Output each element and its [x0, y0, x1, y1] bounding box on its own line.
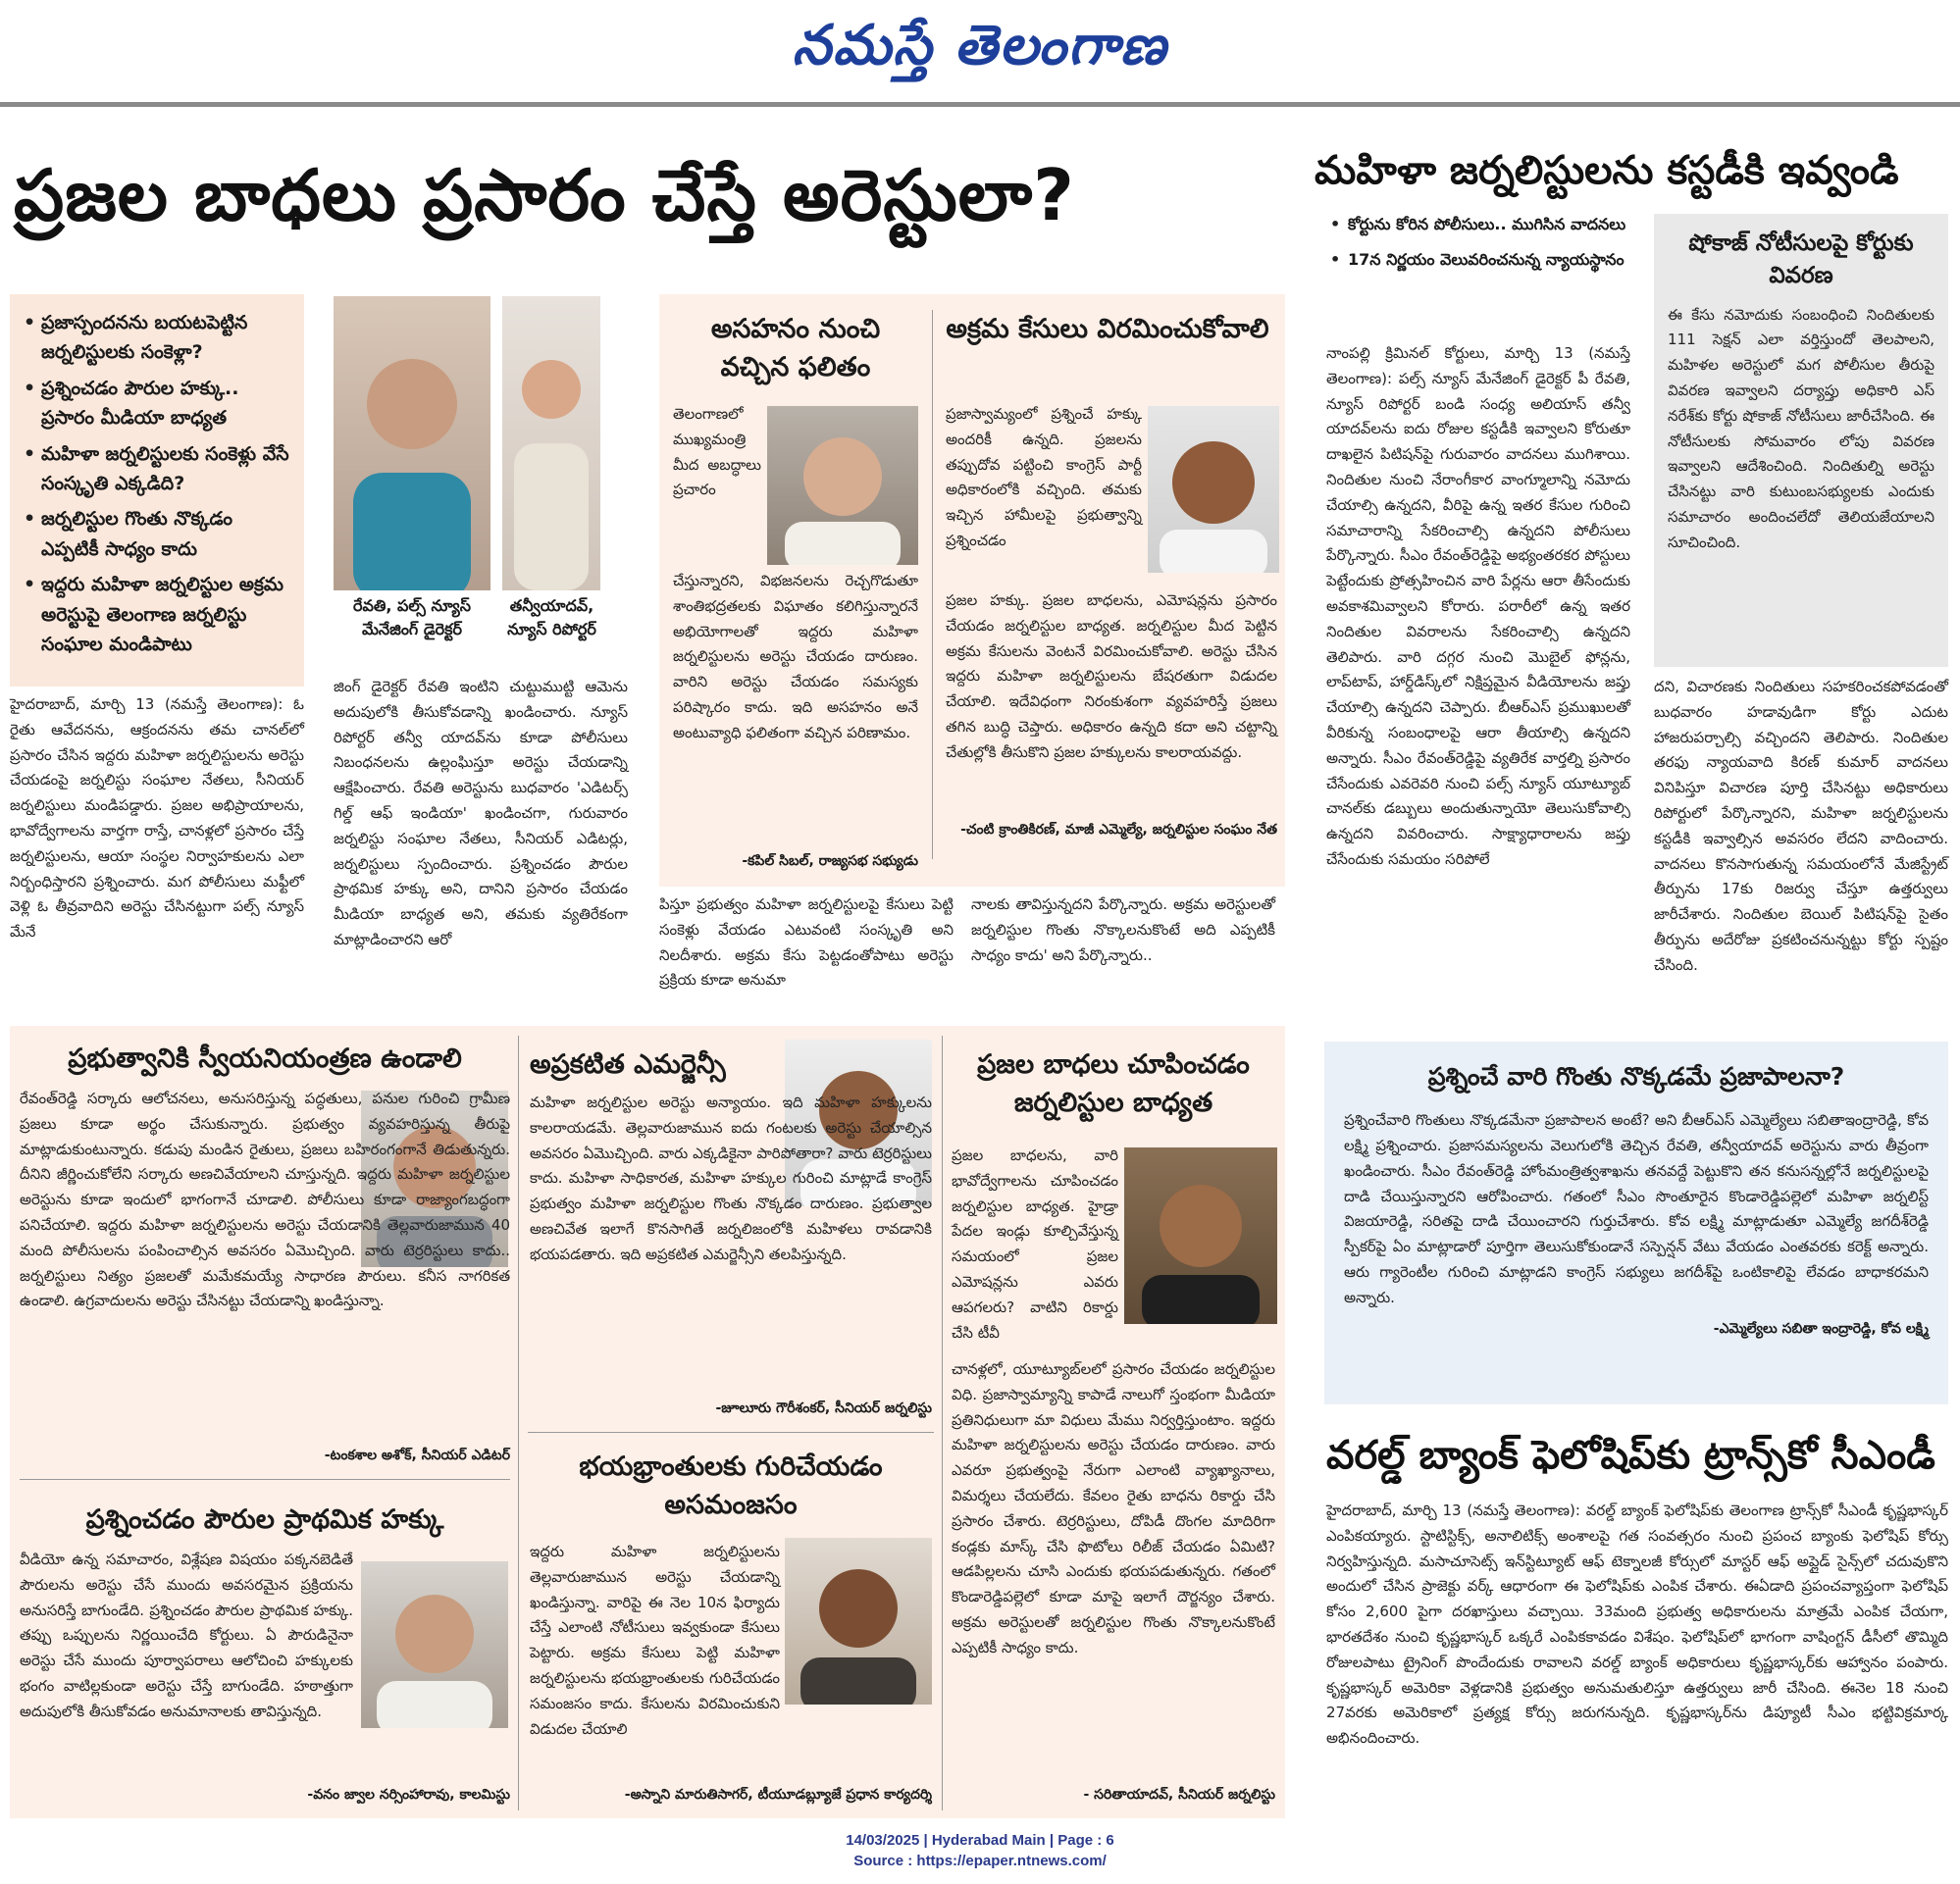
- box-sibal-text: చేస్తున్నారని, విభజనలను రెచ్చగొడుతూ శాంతిభద్రతలకు విఘాతం కలిగిస్తున్నారనే అభియోగాలతో ఇద్దరు మహిళా జర్నలిస్టులను అరెస్టు చేయడం దారుణం. వారిని అరెస్టు చేయడం సమస్యకు పరిష్కారం కాదు. ఇది అసహనం అనే అంటువ్యాధి ఫలితంగా వచ్చిన పరిణామం.: [673, 572, 918, 741]
- photo-vanam: [361, 1561, 508, 1728]
- photo-tanvi-caption: తన్వీయాదవ్, న్యూస్ రిపోర్టర్: [507, 596, 596, 638]
- box-sibal-title: అసహనం నుంచి వచ్చిన ఫలితం: [710, 314, 881, 383]
- box-mlas: [1324, 1042, 1948, 1404]
- box-goureshankar-title: అప్రకటిత ఎమర్జెన్సీ: [530, 1049, 726, 1080]
- person-silhouette-icon: [502, 296, 600, 590]
- box-saritha-text: చానళ్లలో, యూట్యూబ్‌లలో ప్రసారం చేయడం జర్నలిస్టుల విధి. ప్రజాస్వామ్యాన్ని కాపాడే నాలుగో స్తంభంగా మీడియా ప్రతినిధులుగా మా విధులు మేము నిర్వర్తిస్తుంటాం. ఇద్దరు మహిళా జర్నలిస్టులను అరెస్టు చేయడం దారుణం. వారు ఎవరూ ప్రభుత్వంపై నేరుగా ఎలాంటి వ్యాఖ్యానాలు, విమర్శలు చేయలేదు. కేవలం రైతు బాధను రికార్డు చేసి ప్రసారం చేశారు. టెర్రరిస్టులు, దోపిడీ దొంగల మాదిరిగా కండ్లకు మాస్క్ చేసి ఫొటోలు రిలీజ్ చేయడం ఏమిటి? ఆడపిల్లలను చూసి ఎందుకు భయపడుతున్నరు. గతంలో కొండారెడ్డిపల్లెలో కూడా మాపై ఇలాగే దౌర్జన్యం చేశారు. అక్రమ అరెస్టులతో జర్నలిస్టుల గొంతు నొక్కాలనుకొంటే ఎప్పటికీ సాధ్యం కాదు.: [952, 1360, 1275, 1656]
- right-body-col1: నాంపల్లి క్రిమినల్ కోర్టులు, మార్చి 13 (నమస్తే తెలంగాణ): పల్స్ న్యూస్ మేనేజింగ్ డైరెక్టర్ పీ రేవతి, న్యూస్ రిపోర్టర్ బండి సంధ్య అలియాస్ తన్వీ యాదవ్‌లను ఐదు రోజుల కస్టడీకి ఇవ్వాలని కోరుతూ దాఖలైన పిటిషన్‌పై గురువారం వాదనలు ముగిశాయి. నిందితుల నుంచి నేరాంగీకార వాంగ్మూలాన్ని నమోదు చేయాల్సి ఉన్నదని, వీరిపై ఉన్న ఇతర కేసుల గురించి సమాచారాన్ని సేకరించాల్సి ఉన్నదని పోలీసులు పేర్కొన్నారు. సీఎం రేవంత్‌రెడ్డిపై అభ్యంతరకర పోస్టులు పెట్టేందుకు ప్రోత్సహించిన వారి పేర్లను ఆరా తీసేందుకు అవకాశమివ్వాలని కోరారు. పరారీలో ఉన్న ఇతర నిందితుల వివరాలను సేకరించాల్సి ఉన్నదని తెలిపారు. వారి దగ్గర నుంచి మొబైల్ ఫోన్లను, లాప్‌టాప్, హార్డ్‌డిస్క్‌లో నిక్షిప్తమైన వీడియోలను జప్తు చేయాల్సి ఉన్నదని చెప్పారు. బీఆర్‌ఎస్ ప్రముఖులతో వీరికున్న సంబంధాలపై ఆరా తీయాల్సి ఉన్నదని అన్నారు. సీఎం రేవంత్‌రెడ్డిపై వ్యతిరేక వార్తల్ని ప్రసారం చేసేందుకు ఎవరెవరి నుంచి పల్స్ న్యూస్ యూట్యూబ్ చానల్‌కు డబ్బులు అందుతున్నాయో తెలుసుకోవాల్సి ఉన్నదని వివరించారు. సాక్ష్యాధారాలను జప్తు చేసేందుకు సమయం సరిపోలే: [1326, 344, 1630, 868]
- person-silhouette-icon: [361, 1561, 508, 1728]
- main-bullet: • మహిళా జర్నలిస్టులకు సంకెళ్లు వేసే సంస్కృతి ఎక్కడిది?: [20, 439, 294, 499]
- box-goureshankar-attribution: -జూలూరు గౌరీశంకర్, సీనియర్ జర్నలిస్టు: [715, 1400, 932, 1416]
- photo-maruti: [785, 1538, 932, 1705]
- footer-source-link[interactable]: Source : https://epaper.ntnews.com/: [853, 1853, 1107, 1869]
- panel-divider: [942, 1036, 943, 1810]
- panel-divider: [518, 1036, 519, 1810]
- right-bullet: • 17న నిర్ణయం వెలువరించనున్న న్యాయస్థానం: [1326, 245, 1650, 275]
- photo-tanvi: [502, 296, 600, 590]
- showcause-text: ఈ కేసు నమోదుకు సంబంధించి నిందితులకు 111 సెక్షన్ ఎలా వర్తిస్తుందో తెలపాలని, మహిళల అరెస్టులో మగ పోలీసుల తీరుపై వివరణ ఇవ్వాలని దర్యాప్తు అధికారి ఎస్ నరేశ్‌కు కోర్టు షోకాజ్ నోటీసులు జారీచేసింది. ఈ నోటీసులకు సోమవారం లోపు వివరణ ఇవ్వాలని ఆదేశించింది. నిందితుల్ని అరెస్టు చేసినట్టు వారి కుటుంబసభ్యులకు ఎందుకు సమాచారం అందించలేదో తెలియజేయాలని సూచించింది.: [1668, 305, 1934, 551]
- box-saritha-title: ప్రజల బాధలు చూపించడం జర్నలిస్టుల బాధ్యత: [977, 1049, 1250, 1119]
- person-silhouette-icon: [785, 1538, 932, 1705]
- main-body-col1: హైదరాబాద్, మార్చి 13 (నమస్తే తెలంగాణ): ఓ రైతు ఆవేదనను, ఆక్రందనను తమ చానల్‌లో ప్రసారం చేసిన ఇద్దరు మహిళా జర్నలిస్టులను అరెస్టు చేయడంపై జర్నలిస్టు సంఘాల నేతలు, సీనియర్ జర్నలిస్టులు మండిపడ్డారు. ప్రజల అభిప్రాయాలను, భావోద్వేగాలను వార్తగా రాస్తే, చానళ్లలో ప్రసారం చేస్తే జర్నలిస్టులను, ఆయా సంస్థల నిర్వాహకులను ఎలా నిర్బంధిస్తారని ప్రశ్నించారు. మగ పోలీసులు మఫ్టీలో వెళ్లి ఓ తీవ్రవాదిని అరెస్టు చేసినట్టుగా పల్స్ న్యూస్ మేనే: [10, 695, 304, 942]
- panel-divider: [20, 1479, 510, 1480]
- showcause-title: షోకాజ్ నోటీసులపై కోర్టుకు వివరణ: [1688, 230, 1914, 289]
- main-body-col4: నాలకు తావిస్తున్నదని పేర్కొన్నారు. అక్రమ అరెస్టులతో జర్నలిస్టుల గొంతు నొక్కాలనుకొంటే అది ఎప్పటికీ సాధ్యం కాదు' అని పేర్కొన్నారు..: [971, 895, 1275, 964]
- main-bullet: • ఇద్దరు మహిళా జర్నలిస్టుల అక్రమ అరెస్టుపై తెలంగాణ జర్నలిస్టు సంఘాల మండిపాటు: [20, 570, 294, 659]
- box-ashok-title: ప్రభుత్వానికి స్వీయనియంత్రణ ఉండాలి: [68, 1044, 462, 1074]
- box-goureshankar-text: మహిళా జర్నలిస్టుల అరెస్టు అన్యాయం. ఇది మహిళా హక్కులను కాలరాయడమే. తెల్లవారుజామున ఐదు గంటలకు అరెస్టు చేయాల్సిన అవసరం ఏమొచ్చింది. వారు ఎక్కడికైనా పారిపోతారా? వారు టెర్రరిస్టులు కాదు. మహిళా సాధికారత, మహిళా హక్కుల గురించి మాట్లాడే కాంగ్రెస్ ప్రభుత్వం మహిళా జర్నలిస్టుల గొంతు నొక్కడం దారుణం. ప్రభుత్వాల అణచివేత ఇలాగే కొనసాగితే జర్నలిజంలోకి మహిళలు రావడానికి భయపడతారు. ఇది అప్రకటిత ఎమర్జెన్సీని తలపిస్తున్నది.: [530, 1094, 932, 1263]
- opinion-panel-divider: [932, 310, 933, 859]
- showcause-box: [1654, 214, 1948, 667]
- photo-saritha: [1124, 1147, 1277, 1324]
- panel-divider: [528, 1432, 934, 1433]
- main-bullets-box: [10, 294, 304, 687]
- box-maruti-attribution: -అస్నాని మారుతిసాగర్, టీయూడబ్ల్యూజే ప్రధాన కార్యదర్శి: [624, 1787, 932, 1803]
- right-body-col2: దని, విచారణకు నిందితులు సహకరించకపోవడంతో బుధవారం హడావుడిగా కోర్టు ఎదుట హాజరుపర్చాల్సి వచ్చిందని తెలిపారు. నిందితుల తరఫు న్యాయవాది కిరణ్ కుమార్ వాదనలు వినిపిస్తూ విచారణ పూర్తి చేసినట్టు అధికారులు రిపోర్టులో పేర్కొన్నారని, మహిళా జర్నలిస్టులను కస్టడీకి ఇవ్వాల్సిన అవసరం లేదని వాదించారు. వాదనలు కొనసాగుతున్న సమయంలోనే మేజిస్ట్రేట్ తీర్పును 17కు రిజర్వు చేస్తూ ఉత్తర్వులు జారీచేశారు. నిందితుల బెయిల్ పిటిషన్‌పై సైతం తీర్పును అదేరోజు ప్రకటించనున్నట్టు కోర్టు స్పష్టం చేసింది.: [1654, 678, 1948, 974]
- box-mlas-text: ప్రశ్నించేవారి గొంతులు నొక్కడమేనా ప్రజాపాలన అంటే? అని బీఆర్‌ఎస్ ఎమ్మెల్యేలు సబితాఇంద్రారెడ్డి, కోవ లక్ష్మి ప్రశ్నించారు. ప్రజాసమస్యలను వెలుగులోకి తెచ్చిన రేవతి, తన్వీయాదవ్ అరెస్టును వారు తీవ్రంగా ఖండించారు. సీఎం రేవంత్‌రెడ్డి హోంమంత్రిత్వశాఖను తనవద్దే పెట్టుకొని తన కనుసన్నల్లోనే జర్నలిస్టులపై దాడి చేయిస్తున్నారని ఆరోపించారు. గతంలో సీఎం సొంతూరైన కొండారెడ్డిపల్లెలో మహిళా జర్నలిస్ట్ విజయారెడ్డి, సరితపై దాడి చేయించారని గుర్తుచేశారు. కోవ లక్ష్మి మాట్లాడుతూ ఎమ్మెల్యే జగదీశ్‌రెడ్డి స్పీకర్‌పై ఏం మాట్లాడారో పూర్తిగా తెలుసుకోకుండానే సస్పెన్షన్ వేటు వేయడం ఎంతవరకు కరెక్ట్ అన్నారు. ఆరు గ్యారెంటీల గురించి మాట్లాడని కాంగ్రెస్ సభ్యులు జగదీశ్‌పై ఒంటికాలిపై లేవడం బాధాకరమని అన్నారు.: [1344, 1111, 1929, 1306]
- box-vanam-text: వీడియో ఉన్న సమాచారం, విశ్లేషణ విషయం పక్కనబెడితే పౌరులను అరెస్టు చేసే ముందు అవసరమైన ప్రక్రియను అనుసరిస్తే బాగుండేది. ప్రశ్నించడం పౌరుల ప్రాథమిక హక్కు. తప్పు ఒప్పులను నిర్ణయించేది కోర్టులు. ఏ పౌరుడినైనా అరెస్టు చేసే ముందు పూర్వాపరాలు ఆలోచించి హక్కులకు భంగం వాటిల్లకుండా అరెస్టు చేస్తే బాగుండేది. హఠాత్తుగా అదుపులోకి తీసుకోవడం అనుమానాలకు తావిస్తున్నది.: [20, 1551, 353, 1720]
- masthead-divider: [0, 102, 1960, 107]
- box-maruti-text: ఇద్దరు మహిళా జర్నలిస్టులను తెల్లవారుజామున అరెస్టు చేయడాన్ని ఖండిస్తున్నా. వారిపై ఈ నెల 10న ఫిర్యాదు చేస్తే ఎలాంటి నోటీసులు ఇవ్వకుండా కేసులు పెట్టారు. అక్రమ కేసులు పెట్టి మహిళా జర్నలిస్టులను భయభ్రాంతులకు గురిచేయడం సమంజసం కాదు. కేసులను విరమించుకుని విడుదల చేయాలి: [530, 1543, 780, 1738]
- person-silhouette-icon: [1124, 1147, 1277, 1324]
- footer-edition: 14/03/2025 | Hyderabad Main | Page : 6: [846, 1832, 1114, 1849]
- masthead: [0, 0, 1960, 98]
- world-bank-headline: వరల్డ్ బ్యాంక్ ఫెలోషిప్‌కు ట్రాన్స్‌కో సీఎండీ: [1326, 1433, 1935, 1478]
- right-bullets: [1326, 210, 1650, 281]
- photo-revathi-caption: రేవతి, పల్స్ న్యూస్ మేనేజింగ్ డైరెక్టర్: [353, 596, 471, 638]
- world-bank-text: హైదరాబాద్, మార్చి 13 (నమస్తే తెలంగాణ): వరల్డ్ బ్యాంక్ ఫెలోషిప్‌కు తెలంగాణ ట్రాన్స్‌కో సీఎండీ కృష్ణభాస్కర్ ఎంపికయ్యారు. స్టాటిస్టిక్స్, అనాలిటిక్స్ అంశాలపై గత సంవత్సరం నుంచి ప్రపంచ బ్యాంకు ఫెలోషిప్ కోర్సు నిర్వహిస్తున్నది. మసాచూసెట్స్ ఇన్‌స్టిట్యూట్ ఆఫ్ టెక్నాలజీ కోర్సులో మాస్టర్ ఆఫ్ అప్లైడ్ సైన్స్‌లో చదువుకొని అందులో చేసిన ప్రాజెక్టు వర్క్ ఆధారంగా ఈ ఫెలోషిప్‌కు ఎంపిక చేశారు. ఈఏడాది ప్రపంచవ్యాప్తంగా ఫెలోషిప్ కోసం 2,600 పైగా దరఖాస్తులు వచ్చాయి. 33మంది ప్రభుత్వ అధికారులను మాత్రమే ఎంపిక చేయగా, భారతదేశం నుంచి కృష్ణభాస్కర్ ఒక్కరే ఎంపికకావడం విశేషం. ఫెలోషిప్‌లో భాగంగా వాషింగ్టన్ డీసీలో తొమ్మిది రోజులపాటు ట్రైనింగ్ పొందేందుకు రావాలని వరల్డ్ బ్యాంక్ అధికారులు కృష్ణభాస్కర్‌కు ఆహ్వానం పంపారు. కృష్ణభాస్కర్ అమెరికా వెళ్లడానికి ప్రభుత్వం అనుమతులిస్తూ ఉత్తర్వులు జారీ చేసింది. ఈనెల 18 నుంచి 27వరకు అమెరికాలో ప్రత్యక్ష కోర్సు జరుగనున్నది. కృష్ణభాస్కర్‌ను డిప్యూటీ సీఎం భట్టివిక్రమార్క అభినందించారు.: [1326, 1502, 1948, 1748]
- person-silhouette-icon: [767, 406, 918, 565]
- main-body-col3: పిస్తూ ప్రభుత్వం మహిళా జర్నలిస్టులపై కేసులు పెట్టి సంకెళ్లు వేయడం ఎటువంటి సంస్కృతి అని నిలదీశారు. అక్రమ కేసు పెట్టడంతోపాటు అరెస్టు ప్రక్రియ కూడా అనుమా: [659, 895, 954, 990]
- box-vanam-attribution: -వనం జ్వాల నర్సింహారావు, కాలమిస్టు: [307, 1787, 510, 1803]
- person-silhouette-icon: [334, 296, 490, 590]
- box-sibal-text-narrow: తెలంగాణలో ముఖ్యమంత్రి మీద అబద్ధాలు ప్రచారం: [673, 405, 761, 499]
- photo-kranti: [1148, 406, 1279, 573]
- box-kranti-title: అక్రమ కేసులు విరమించుకోవాలి: [946, 314, 1269, 344]
- main-headline: ప్రజల బాధలు ప్రసారం చేస్తే అరెస్టులా?: [14, 154, 1075, 236]
- box-ashok-attribution: -టంకశాల అశోక్, సీనియర్ ఎడిటర్: [324, 1448, 510, 1463]
- person-silhouette-icon: [1148, 406, 1279, 573]
- right-bullet: • కోర్టును కోరిన పోలీసులు.. ముగిసిన వాదనలు: [1326, 210, 1650, 239]
- main-bullet: • జర్నలిస్టుల గొంతు నొక్కడం ఎప్పటికీ సాధ్యం కాదు: [20, 504, 294, 564]
- box-sibal-attribution: -కపిల్ సిబల్, రాజ్యసభ సభ్యుడు: [742, 853, 918, 869]
- masthead-logo: నమస్తే తెలంగాణ: [792, 14, 1168, 77]
- box-kranti-text-narrow: ప్రజాస్వామ్యంలో ప్రశ్నించే హక్కు అందరికీ ఉన్నది. ప్రజలను తప్పుదోవ పట్టించి కాంగ్రెస్ పార్టీ అధికారంలోకి వచ్చింది. తమకు ఇచ్చిన హామీలపై ప్రభుత్వాన్ని ప్రశ్నించడం: [946, 405, 1142, 549]
- photo-revathi: [334, 296, 490, 590]
- footer: [0, 1830, 1960, 1871]
- main-bullet: • ప్రజాస్పందనను బయటపెట్టిన జర్నలిస్టులకు సంకెళ్లా?: [20, 308, 294, 368]
- box-mlas-attribution: -ఎమ్మెల్యేలు సబితా ఇంద్రారెడ్డి, కోవ లక్ష్మి: [1713, 1320, 1929, 1337]
- right-headline: మహిళా జర్నలిస్టులను కస్టడీకి ఇవ్వండి: [1315, 148, 1899, 193]
- main-body-col2: జింగ్ డైరెక్టర్ రేవతి ఇంటిని చుట్టుముట్టి ఆమెను అదుపులోకి తీసుకోవడాన్ని ఖండించారు. న్యూస్ రిపోర్టర్ తన్వీ యాదవ్‌ను కూడా పోలీసులు నిబంధనలను ఉల్లంఘిస్తూ అరెస్టు చేయడాన్ని ఆక్షేపించారు. రేవతి అరెస్టును బుధవారం 'ఎడిటర్స్ గిల్డ్ ఆఫ్ ఇండియా' ఖండించగా, గురువారం జర్నలిస్టు సంఘాల నేతలు, సీనియర్ ఎడిటర్లు, జర్నలిస్టులు స్పందించారు. ప్రశ్నించడం పౌరుల ప్రాథమిక హక్కు అని, దానిని ప్రసారం చేయడం మీడియా బాధ్యత అని, తమకు వ్యతిరేకంగా మాట్లాడించారని ఆరో: [334, 678, 628, 948]
- photo-sibal: [767, 406, 918, 565]
- box-kranti-text: ప్రజల హక్కు. ప్రజల బాధలను, ఎమోషన్లను ప్రసారం చేయడం జర్నలిస్టుల బాధ్యత. జర్నలిస్టుల మీద పెట్టిన అక్రమ కేసులను వెంటనే విరమించుకోవాలి. అరెస్టు చేసిన ఇద్దరు మహిళా జర్నలిస్టులను బేషరతుగా విడుదల చేయాలి. ఇదేవిధంగా నిరంకుశంగా వ్యవహరిస్తే ప్రజలు తగిన బుద్ధి చెప్తారు. అధికారం ఉన్నది కదా అని చట్టాన్ని చేతుల్లోకి తీసుకొని ప్రజల హక్కులను కాలరాయవద్దు.: [946, 591, 1277, 761]
- box-saritha-text-narrow: ప్రజల బాధలను, వారి భావోద్వేగాలను చూపించడం జర్నలిస్టుల బాధ్యత. హైడ్రా పేదల ఇండ్లు కూల్చివేస్తున్న సమయంలో ప్రజల ఎమోషన్లను ఎవరు ఆపగలరు? వాటిని రికార్డు చేసి టీవీ: [952, 1146, 1118, 1342]
- box-mlas-title: ప్రశ్నించే వారి గొంతు నొక్కడమే ప్రజాపాలనా?: [1427, 1062, 1845, 1091]
- box-maruti-title: భయభ్రాంతులకు గురిచేయడం అసమంజసం: [579, 1451, 883, 1521]
- box-vanam-title: ప్రశ్నించడం పౌరుల ప్రాథమిక హక్కు: [85, 1504, 444, 1535]
- main-bullets: [20, 308, 294, 659]
- box-ashok-text: రేవంత్‌రెడ్డి సర్కారు ఆలోచనలు, అనుసరిస్తున్న పద్ధతులు, పనుల గురించి గ్రామీణ ప్రజలు కూడా అర్థం చేసుకున్నారు. ప్రభుత్వం వ్యవహరిస్తున్న తీరుపై మాట్లాడుకుంటున్నారు. కడుపు మండిన రైతులు, ప్రజలు బహిరంగంగానే తిడుతున్నరు. దీనిని జీర్ణించుకోలేని సర్కారు అణచివేయాలని చూస్తున్నది. ఇద్దరు మహిళా జర్నలిస్టుల అరెస్టును కూడా ఇందులో భాగంగానే చూడాలి. పోలీసులు కూడా రాజ్యాంగబద్ధంగా పనిచేయాలి. ఇద్దరు మహిళా జర్నలిస్టులను అరెస్టు చేయడానికి తెల్లవారుజామున 40 మంది పోలీసులను పంపించాల్సిన అవసరం ఏమొచ్చింది. వారు టెర్రరిస్టులు కాదు.. జర్నలిస్టులు నిత్యం ప్రజలతో మమేకమయ్యే సాధారణ పౌరులు. కనీస నాగరికత ఉండాలి. ఉగ్రవాదులను అరెస్టు చేసినట్టు చేయడాన్ని ఖండిస్తున్నా.: [20, 1090, 510, 1310]
- box-kranti-attribution: -చంటి క్రాంతికిరణ్, మాజీ ఎమ్మెల్యే, జర్నలిస్టుల సంఘం నేత: [960, 822, 1277, 838]
- box-saritha-attribution: - సరితాయాదవ్, సీనియర్ జర్నలిస్టు: [1083, 1787, 1275, 1803]
- main-bullet: • ప్రశ్నించడం పౌరుల హక్కు.. ప్రసారం మీడియా బాధ్యత: [20, 374, 294, 433]
